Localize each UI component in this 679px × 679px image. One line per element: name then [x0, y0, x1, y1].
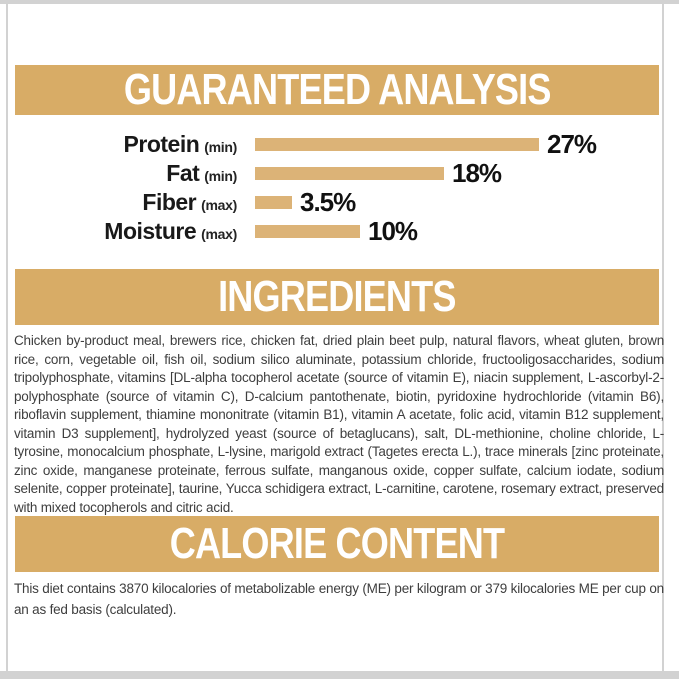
- nutrient-label: [0, 131, 237, 158]
- nutrient-label: [0, 189, 237, 216]
- frame-border-top: [0, 0, 679, 4]
- nutrient-label: [0, 218, 237, 245]
- nutrient-bar: [255, 196, 292, 209]
- nutrient-qualifier: (max): [201, 226, 237, 242]
- ingredients-paragraph: Chicken by-product meal, brewers rice, chicken fat, dried plain beet pulp, natural flavors, wheat gluten, brown rice, corn, vegetable oil, fish oil, sodium silico aluminate, potassium chloride, fructooligosaccharides, sodium tripolyphosphate, vitamins [DL-alpha tocopherol acetate (source of vitamin E), niacin supplement, L-ascorbyl-2-polyphosphate (source of vitamin C), D-calcium pantothenate, biotin, pyridoxine hydrochloride (vitamin B6), riboflavin supplement, thiamine mononitrate (vitamin B1), vitamin A acetate, folic acid, vitamin B12 supplement, vitamin D3 supplement], hydrolyzed yeast (source of betaglucans), salt, DL-methionine, choline chloride, L-tyrosine, monocalcium phosphate, L-lysine, marigold extract (Tagetes erecta L.), trace minerals [zinc proteinate, zinc oxide, manganese proteinate, ferrous sulfate, manganous oxide, copper sulfate, calcium iodate, sodium selenite, copper proteinate], taurine, Yucca schidigera extract, L-carnitine, carotene, rosemary extract, preserved with mixed tocopherols and citric acid.: [14, 333, 664, 515]
- guaranteed-analysis-title: GUARANTEED ANALYSIS: [123, 65, 551, 114]
- nutrient-value: 27%: [547, 129, 597, 159]
- ingredients-title: INGREDIENTS: [218, 272, 456, 321]
- nutrient-value: 3.5%: [300, 187, 356, 217]
- nutrient-name: Fiber: [142, 189, 197, 215]
- frame-border-bottom: [0, 671, 679, 679]
- calorie-content-banner: [15, 516, 659, 572]
- calorie-content-title: CALORIE CONTENT: [169, 519, 505, 568]
- nutrient-bar: [255, 225, 360, 238]
- nutrient-bar: [255, 167, 444, 180]
- chart-row: [0, 130, 679, 159]
- guaranteed-analysis-banner: [15, 65, 659, 115]
- nutrient-name: Fat: [166, 160, 200, 186]
- guaranteed-analysis-chart: [0, 130, 679, 246]
- nutrient-qualifier: (min): [204, 168, 237, 184]
- chart-row: [0, 217, 679, 246]
- chart-row: [0, 188, 679, 217]
- calorie-content-paragraph: This diet contains 3870 kilocalories of metabolizable energy (ME) per kilogram or 379 kilocalories ME per cup on an as fed basis (calculated).: [14, 581, 664, 617]
- nutrient-bar: [255, 138, 539, 151]
- nutrient-value: 18%: [452, 158, 502, 188]
- nutrient-name: Moisture: [104, 218, 197, 244]
- nutrient-value: 10%: [368, 216, 418, 246]
- frame-border-left: [6, 4, 8, 671]
- chart-row: [0, 159, 679, 188]
- nutrient-name: Protein: [123, 131, 200, 157]
- nutrient-qualifier: (max): [201, 197, 237, 213]
- nutrient-qualifier: (min): [204, 139, 237, 155]
- ingredients-banner: [15, 269, 659, 325]
- nutrient-label: [0, 160, 237, 187]
